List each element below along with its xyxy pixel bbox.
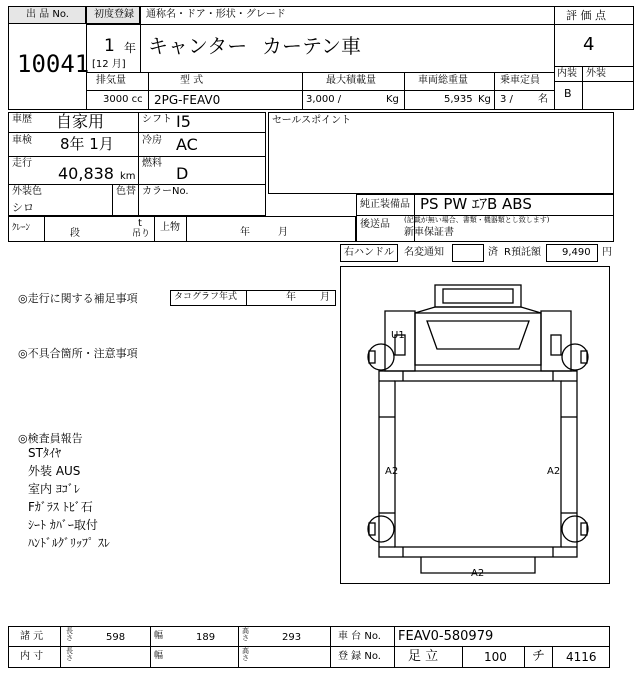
name-change-box bbox=[452, 244, 484, 262]
inspector-report-label: ◎検査員報告 bbox=[18, 432, 83, 445]
inner-dims-label: 内 寸 bbox=[20, 651, 44, 662]
inspector-item: 室内 ﾖｺﾞﾚ bbox=[28, 482, 80, 496]
exterior-color-label: 外装色 bbox=[12, 186, 42, 197]
crane-label: ｸﾚｰﾝ bbox=[12, 223, 31, 233]
score-label: 評 価 点 bbox=[566, 9, 606, 22]
mileage-unit: km bbox=[120, 171, 136, 182]
warranty-note: (記載が無い場合、書類・機器類とし致します) bbox=[404, 216, 550, 224]
fuel-label: 燃料 bbox=[142, 158, 162, 169]
first-reg-label: 初度登録 bbox=[94, 9, 134, 20]
defects-label: ◎不具合箇所・注意事項 bbox=[18, 347, 138, 360]
sales-point-label: セールスポイント bbox=[272, 115, 352, 126]
damage-mark: A2 bbox=[471, 568, 485, 579]
crane-frame bbox=[8, 216, 356, 242]
exterior-color-value: シロ bbox=[12, 201, 34, 214]
registration-number: 4116 bbox=[566, 650, 597, 664]
length-value: 598 bbox=[106, 632, 126, 643]
model-label: 型 式 bbox=[180, 75, 204, 86]
crane-year: 年 bbox=[240, 227, 250, 238]
lot-number: 10041 bbox=[17, 50, 90, 78]
color-change-label: 色替 bbox=[116, 186, 136, 197]
crane-top-label: 上物 bbox=[160, 222, 180, 233]
model-value: 2PG-FEAV0 bbox=[154, 93, 221, 107]
yen-label: 円 bbox=[602, 247, 612, 258]
lot-label: 出 品 No. bbox=[26, 9, 69, 20]
dims-label: 諸 元 bbox=[20, 631, 44, 642]
recycle-label: 済 bbox=[488, 247, 498, 258]
max-load-unit: Kg bbox=[386, 94, 399, 105]
gross-weight-value: 5,935 bbox=[444, 94, 473, 105]
recycle-deposit-value: 9,490 bbox=[562, 247, 591, 258]
max-load-label: 最大積載量 bbox=[326, 75, 376, 86]
handle-value: 右ハンドル bbox=[344, 247, 394, 258]
chassis-label: 車 台 No. bbox=[338, 631, 381, 642]
tachograph-month: 月 bbox=[320, 292, 330, 303]
first-reg-year: 1 bbox=[104, 36, 115, 56]
capacity-label: 乗車定員 bbox=[500, 75, 540, 86]
tachograph-year: 年 bbox=[286, 292, 296, 303]
damage-mark: A2 bbox=[385, 466, 399, 477]
color-no-label: カラーNo. bbox=[142, 186, 189, 197]
height-value: 293 bbox=[282, 632, 302, 643]
ac-label: 冷房 bbox=[142, 135, 162, 146]
inner-width-label: 幅 bbox=[154, 651, 164, 661]
registration-label: 登 録 No. bbox=[338, 651, 381, 662]
recycle-deposit-label: R預託額 bbox=[504, 247, 541, 258]
car-name-label: 通称名・ドア・形状・グレード bbox=[146, 9, 286, 20]
damage-mark: A2 bbox=[547, 466, 561, 477]
inspector-item: 外装 AUS bbox=[28, 464, 81, 478]
capacity-value: 3 / bbox=[500, 94, 513, 105]
ac-value: AC bbox=[176, 135, 198, 154]
history-label: 車歴 bbox=[12, 114, 32, 125]
inspection-label: 車検 bbox=[12, 135, 32, 146]
truck-outline-icon bbox=[341, 267, 611, 585]
interior-label: 内装 bbox=[557, 68, 577, 79]
car-grade: カーテン車 bbox=[262, 34, 361, 58]
warranty-value: 新車保証書 bbox=[404, 227, 454, 238]
equipment-label: 純正装備品 bbox=[360, 199, 410, 210]
vehicle-diagram bbox=[340, 266, 610, 584]
crane-stage: 段 bbox=[70, 228, 80, 239]
footer-frame bbox=[8, 626, 610, 668]
shift-value: I5 bbox=[176, 112, 191, 131]
capacity-unit: 名 bbox=[538, 94, 548, 105]
gross-weight-unit: Kg bbox=[478, 94, 491, 105]
fuel-value: D bbox=[176, 164, 189, 183]
interior-grade: B bbox=[564, 87, 572, 100]
max-load-value: 3,000 / bbox=[306, 94, 342, 105]
crane-hang: 吊り bbox=[132, 229, 151, 239]
inspector-item: ｼｰﾄ ｶﾊﾞｰ取付 bbox=[28, 518, 98, 532]
name-change-label: 名変通知 bbox=[404, 247, 444, 258]
width-label: 幅 bbox=[154, 631, 164, 641]
inner-length-label: 長さ bbox=[66, 647, 73, 662]
detail-frame bbox=[8, 112, 266, 216]
inspector-item: ﾊﾝﾄﾞﾙｸﾞﾘｯﾌﾟ ｽﾚ bbox=[28, 536, 110, 550]
length-label: 長さ bbox=[66, 627, 73, 642]
inspector-item: STﾀｲﾔ bbox=[28, 446, 61, 460]
driving-notes-label: ◎走行に関する補足事項 bbox=[18, 292, 138, 305]
mileage-value: 40,838 bbox=[58, 164, 114, 183]
registration-kana: チ bbox=[532, 649, 546, 664]
gross-weight-label: 車両総重量 bbox=[418, 75, 468, 86]
first-reg-year-unit: 年 bbox=[124, 41, 137, 55]
registration-class: 100 bbox=[484, 650, 507, 664]
history-value: 自家用 bbox=[56, 112, 105, 131]
inner-height-label: 高さ bbox=[242, 647, 249, 662]
registration-place: 足 立 bbox=[408, 649, 439, 664]
height-label: 高さ bbox=[242, 627, 249, 642]
exterior-label: 外装 bbox=[586, 68, 606, 79]
first-reg-month: [12 月] bbox=[92, 59, 126, 70]
equipment-value: PS PW ｴｱB ABS bbox=[420, 195, 532, 213]
damage-mark: U1 bbox=[391, 330, 405, 341]
crane-ton: t bbox=[138, 218, 142, 229]
inspection-value: 8年 1月 bbox=[60, 135, 114, 153]
chassis-value: FEAV0-580979 bbox=[398, 629, 494, 644]
car-name: キャンター bbox=[148, 34, 248, 58]
inspector-item: Fｶﾞﾗｽ ﾄﾋﾞ石 bbox=[28, 500, 93, 514]
score-value: 4 bbox=[583, 34, 595, 55]
displacement-value: 3000 cc bbox=[103, 94, 143, 105]
tachograph-label: タコグラフ年式 bbox=[174, 292, 238, 302]
crane-month: 月 bbox=[278, 227, 288, 238]
shift-label: シフト bbox=[142, 114, 172, 125]
mileage-label: 走行 bbox=[12, 158, 32, 169]
width-value: 189 bbox=[196, 632, 216, 643]
displacement-label: 排気量 bbox=[96, 75, 126, 86]
warranty-label: 後送品 bbox=[360, 219, 390, 230]
